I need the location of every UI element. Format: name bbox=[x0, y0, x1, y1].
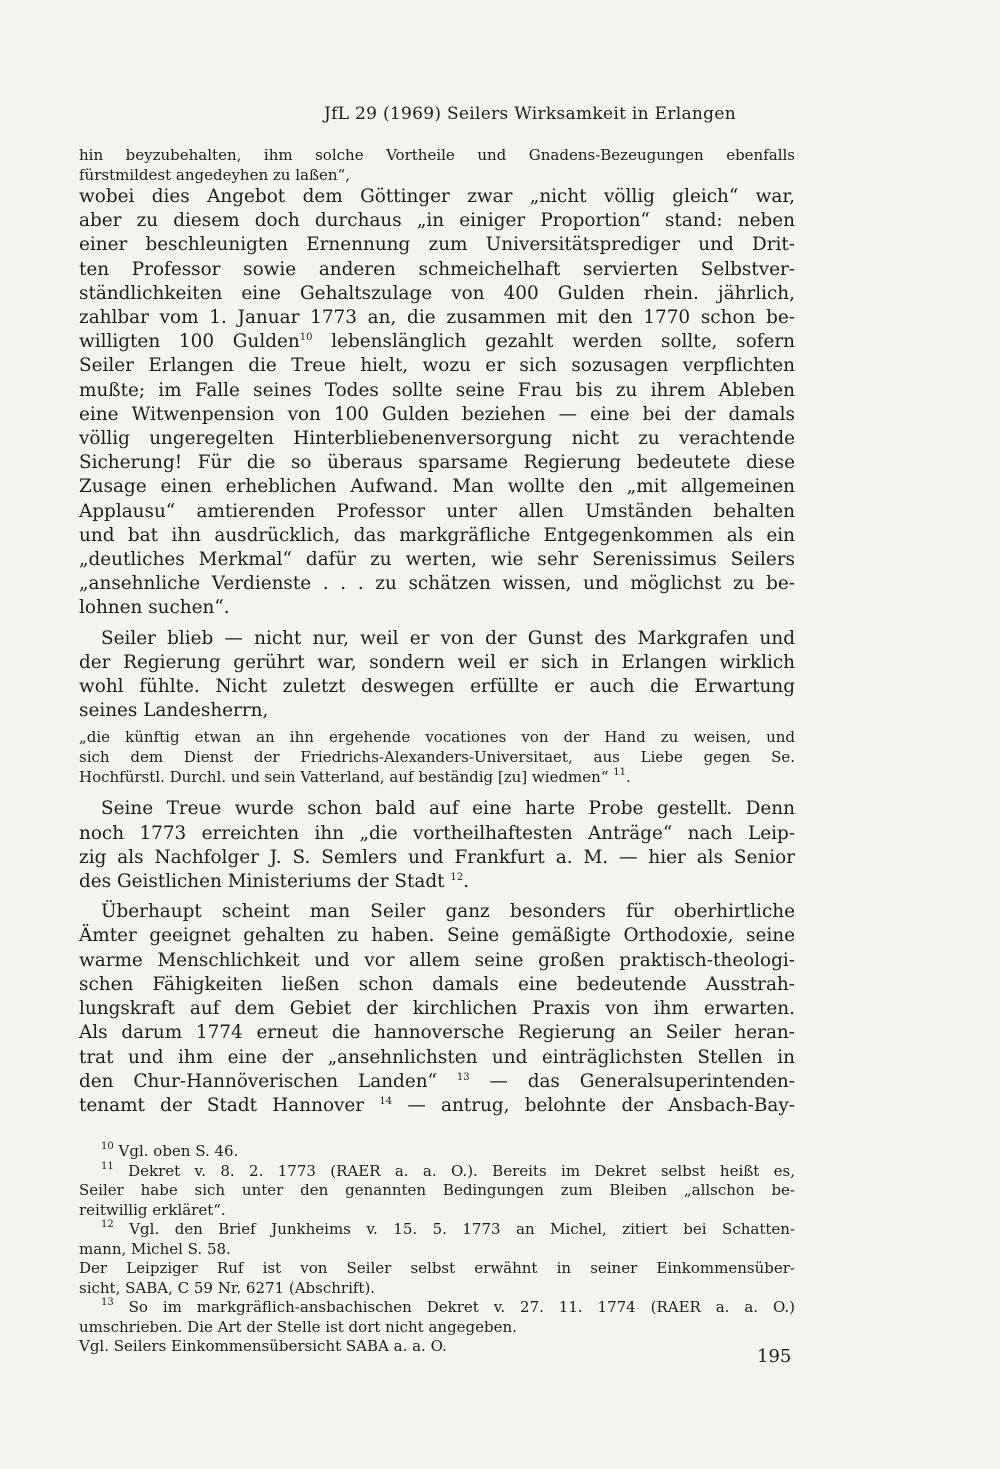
text-line: trat und ihm eine der „ansehnlichsten und einträglichsten Stellen in bbox=[79, 1046, 795, 1068]
body-text bbox=[79, 145, 795, 1357]
text-line: lohnen suchen“. bbox=[79, 597, 230, 619]
footnote-text: Vgl. den Brief Junkheims v. 15. 5. 1773 an Michel, zitiert bei Schatten- bbox=[129, 1220, 795, 1239]
paragraph-3 bbox=[79, 797, 795, 894]
text-line: ständlichkeiten eine Gehaltszulage von 400 Gulden rhein. jährlich, bbox=[79, 282, 795, 304]
text-line: aber zu diesem doch durchaus „in einiger Proportion“ stand: neben bbox=[79, 210, 795, 232]
text-span: — antrug, belohnte der Ansbach-Bay- bbox=[407, 1094, 795, 1116]
footnote-ref-12: 12 bbox=[450, 872, 464, 884]
footnotes bbox=[79, 1142, 795, 1357]
text-line: ten Professor sowie anderen schmeichelhaft servierten Selbstver- bbox=[79, 258, 795, 280]
text-line: Sicherung! Für die so überaus sparsame Regierung bedeutete diese bbox=[79, 452, 795, 474]
page-number: 195 bbox=[757, 1346, 792, 1367]
footnote-13 bbox=[79, 1298, 795, 1318]
footnote-ref-10: 10 bbox=[299, 332, 313, 344]
text-span: Hochfürstl. Durchl. und sein Vatterland, auf beständig [zu] wiedmen“ bbox=[79, 768, 609, 787]
text-line: Seiler blieb — nicht nur, weil er von der Gunst des Markgrafen und bbox=[101, 627, 795, 649]
text-line: sich dem Dienst der Friedrichs-Alexanders-Universitaet, aus Liebe gegen Se. bbox=[79, 748, 795, 767]
footnote-11 bbox=[79, 1162, 795, 1182]
text-line: zahlbar vom 1. Januar 1773 an, die zusammen mit den 1770 schon be- bbox=[79, 307, 795, 329]
text-span: lebenslänglich gezahlt werden sollte, sofern bbox=[331, 331, 795, 353]
footnote-text: umschrieben. Die Art der Stelle ist dort nicht angegeben. bbox=[79, 1317, 517, 1336]
footnote-text: reitwillig erkläret“. bbox=[79, 1200, 226, 1219]
footnote-text: So im markgräflich-ansbachischen Dekret v. 27. 11. 1774 (RAER a. a. O.) bbox=[128, 1298, 795, 1317]
footnote-ref-14: 14 bbox=[379, 1095, 393, 1107]
footnote-text: sicht, SABA, C 59 Nr. 6271 (Abschrift). bbox=[79, 1278, 376, 1297]
text-line: noch 1773 erreichten ihn „die vortheilhaftesten Anträge“ nach Leip- bbox=[79, 822, 795, 844]
text-line: zig als Nachfolger J. S. Semlers und Frankfurt a. M. — hier als Senior bbox=[79, 846, 795, 868]
footnote-text: Vgl. Seilers Einkommensübersicht SABA a. a. O. bbox=[79, 1337, 447, 1356]
paragraph-4 bbox=[79, 900, 795, 1118]
footnote-number: 11 bbox=[101, 1160, 114, 1172]
text-line: „deutliches Merkmal“ dafür zu werten, wie sehr Serenissimus Seilers bbox=[79, 549, 795, 571]
text-line: des Geistlichen Ministeriums der Stadt $^{12}$. bbox=[79, 871, 469, 893]
footnote-text: mann, Michel S. 58. bbox=[79, 1239, 231, 1258]
text-line bbox=[79, 1094, 795, 1118]
block-quote-2 bbox=[79, 727, 795, 787]
paragraph-1 bbox=[79, 185, 795, 621]
footnote-number: 13 bbox=[101, 1297, 114, 1309]
footnote-text: Seiler habe sich unter den genannten Bedingungen zum Bleiben „allschon be- bbox=[79, 1181, 795, 1200]
text-line: wobei dies Angebot dem Göttinger zwar „nicht völlig gleich“ war, bbox=[79, 186, 795, 207]
text-span: — das Generalsuperintenden- bbox=[489, 1070, 795, 1092]
text-line: „die künftig etwan an ihn ergehende vocationes von der Hand zu weisen, und bbox=[79, 728, 795, 747]
paragraph-2 bbox=[79, 627, 795, 724]
text-line: Zusage einen erheblichen Aufwand. Man wollte den „mit allgemeinen bbox=[79, 476, 795, 498]
text-line bbox=[79, 330, 795, 354]
text-span: tenamt der Stadt Hannover bbox=[79, 1094, 365, 1116]
text-line: warme Menschlichkeit und vor allem seine großen praktisch-theologi- bbox=[79, 949, 795, 971]
text-line: Seiler Erlangen die Treue hielt, wozu er sich sozusagen verpflichten bbox=[79, 355, 795, 377]
footnote-number: 12 bbox=[101, 1219, 114, 1231]
footnote-10 bbox=[79, 1142, 795, 1162]
text-line: fürstmildest angedeyhen zu laßen“, bbox=[79, 166, 350, 184]
text-span: willigten 100 Gulden bbox=[79, 331, 300, 353]
footnote-ref-11: 11 bbox=[613, 767, 626, 779]
text-line: seines Landesherrn, bbox=[79, 700, 269, 722]
footnote-ref-13: 13 bbox=[456, 1071, 470, 1083]
text-span: des Geistlichen Ministeriums der Stadt bbox=[79, 871, 445, 893]
text-line: einer beschleunigten Ernennung zum Universitätsprediger und Drit- bbox=[79, 234, 795, 256]
text-line: Hochfürstl. Durchl. und sein Vatterland, auf beständig [zu] wiedmen“ $^{11}$. bbox=[79, 767, 631, 787]
text-line: wohl fühlte. Nicht zuletzt deswegen erfüllte er auch die Erwartung bbox=[79, 676, 795, 698]
text-line: und bat ihn ausdrücklich, das markgräfliche Entgegenkommen als ein bbox=[79, 524, 795, 546]
text-line: der Regierung gerührt war, sondern weil er sich in Erlangen wirklich bbox=[79, 651, 795, 673]
text-line: mußte; im Falle seines Todes sollte seine Frau bis zu ihrem Ableben bbox=[79, 379, 795, 401]
footnote-text: Der Leipziger Ruf ist von Seiler selbst erwähnt in seiner Einkommensüber- bbox=[79, 1259, 795, 1278]
footnote-text: Vgl. oben S. 46. bbox=[118, 1142, 239, 1161]
text-line: völlig ungeregelten Hinterbliebenenversorgung nicht zu verachtende bbox=[79, 428, 795, 450]
running-header: JfL 29 (1969) Seilers Wirksamkeit in Erlangen bbox=[324, 104, 736, 124]
text-line: schen Fähigkeiten ließen schon damals eine bedeutende Ausstrah- bbox=[79, 973, 795, 995]
text-line: lungskraft auf dem Gebiet der kirchlichen Praxis von ihm erwarten. bbox=[79, 998, 795, 1020]
text-line: Überhaupt scheint man Seiler ganz besonders für oberhirtliche bbox=[101, 901, 795, 923]
text-line: eine Witwenpension von 100 Gulden beziehen — eine bei der damals bbox=[79, 403, 795, 425]
text-line bbox=[79, 1070, 795, 1094]
text-line: Applausu“ amtierenden Professor unter allen Umständen behalten bbox=[79, 500, 795, 522]
text-line: Als darum 1774 erneut die hannoversche Regierung an Seiler heran- bbox=[79, 1022, 795, 1044]
text-line: „ansehnliche Verdienste . . . zu schätzen wissen, und möglichst zu be- bbox=[79, 573, 795, 595]
block-quote-1 bbox=[79, 145, 795, 185]
text-line: hin beyzubehalten, ihm solche Vortheile und Gnadens-Bezeugungen ebenfalls bbox=[79, 146, 795, 164]
footnote-number: 10 bbox=[101, 1141, 114, 1153]
footnote-12 bbox=[79, 1220, 795, 1240]
text-line: Seine Treue wurde schon bald auf eine harte Probe gestellt. Denn bbox=[101, 798, 795, 820]
footnote-text: Dekret v. 8. 2. 1773 (RAER a. a. O.). Bereits im Dekret selbst heißt es, bbox=[128, 1161, 795, 1180]
text-line: Ämter geeignet gehalten zu haben. Seine gemäßigte Orthodoxie, seine bbox=[79, 925, 795, 947]
text-span: den Chur-Hannöverischen Landen“ bbox=[79, 1070, 437, 1092]
